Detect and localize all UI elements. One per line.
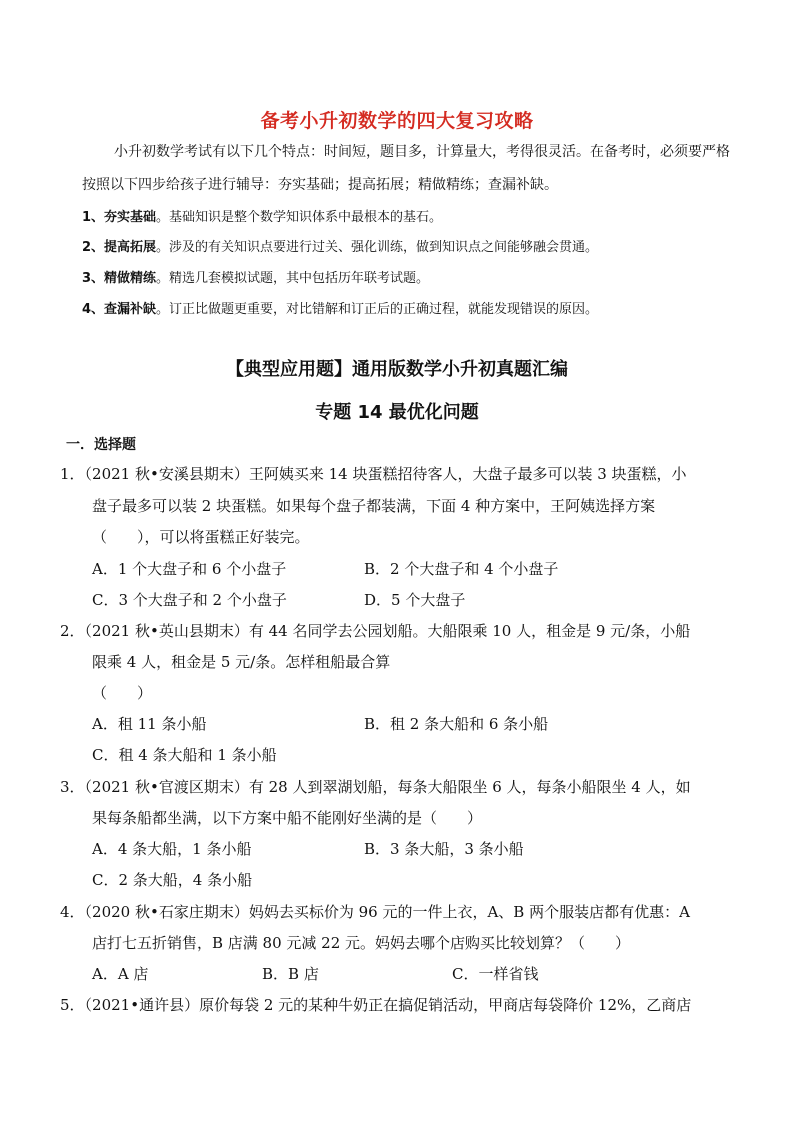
tip-label: 2、提高拓展	[82, 240, 157, 255]
question-line: （ ）	[92, 684, 153, 702]
tip-text: 。涉及的有关知识点要进行过关、强化训练，做到知识点之间能够融会贯通。	[156, 240, 599, 255]
question-line: 1．（2021 秋•安溪县期末）王阿姨买来 14 块蛋糕招待客人，大盘子最多可以装 3 块蛋糕，小	[60, 465, 687, 483]
section-subtitle: 专题 14 最优化问题	[315, 402, 479, 423]
intro-line-2: 按照以下四步给孩子进行辅导：夯实基础；提高拓展；精做精练；查漏补缺。	[82, 177, 558, 193]
tip-item	[82, 302, 598, 318]
option-c[interactable]: C．3 个大盘子和 2 个小盘子	[92, 591, 287, 609]
option-c[interactable]: C．租 4 条大船和 1 条小船	[92, 746, 277, 764]
question-line: 限乘 4 人，租金是 5 元/条。怎样租船最合算	[92, 653, 391, 671]
tip-text: 。基础知识是整个数学知识体系中最根本的基石。	[156, 210, 443, 225]
option-b[interactable]: B．租 2 条大船和 6 条小船	[364, 715, 549, 733]
option-a[interactable]: A．1 个大盘子和 6 个小盘子	[92, 560, 287, 578]
option-c[interactable]: C．一样省钱	[452, 965, 539, 983]
tip-label: 3、精做精练	[82, 271, 157, 286]
question-line: 店打七五折销售，B 店满 80 元减 22 元。妈妈去哪个店购买比较划算？（ ）	[92, 934, 631, 952]
option-c[interactable]: C．2 条大船，4 条小船	[92, 871, 253, 889]
intro-line-1: 小升初数学考试有以下几个特点：时间短，题目多，计算量大，考得很灵活。在备考时，必须要严格	[114, 144, 730, 160]
tip-label: 1、夯实基础	[82, 210, 157, 225]
option-a[interactable]: A．租 11 条小船	[92, 715, 207, 733]
option-d[interactable]: D．5 个大盘子	[364, 591, 466, 609]
question-line: 4．（2020 秋•石家庄期末）妈妈去买标价为 96 元的一件上衣，A、B 两个服装店都有优惠：A	[60, 903, 690, 921]
tip-text: 。精选几套模拟试题，其中包括历年联考试题。	[156, 271, 430, 286]
option-a[interactable]: A．4 条大船，1 条小船	[92, 840, 252, 858]
question-line: 5．（2021•通许县）原价每袋 2 元的某种牛奶正在搞促销活动，甲商店每袋降价 12%，乙商店	[60, 996, 692, 1014]
tip-item	[82, 210, 442, 226]
option-b[interactable]: B．B 店	[262, 965, 319, 983]
question-line: 2．（2021 秋•英山县期末）有 44 名同学去公园划船。大船限乘 10 人，租金是 9 元/条，小船	[60, 622, 691, 640]
tip-label: 4、查漏补缺	[82, 302, 157, 317]
option-a[interactable]: A．A 店	[92, 965, 149, 983]
tip-text: 。订正比做题更重要，对比错解和订正后的正确过程，就能发现错误的原因。	[156, 302, 599, 317]
tip-item	[82, 271, 429, 287]
question-line: 3．（2021 秋•官渡区期末）有 28 人到翠湖划船，每条大船限坐 6 人，每条小船限坐 4 人，如	[60, 778, 691, 796]
section-title: 【典型应用题】通用版数学小升初真题汇编	[226, 359, 568, 380]
question-line: （ ），可以将蛋糕正好装完。	[92, 528, 310, 546]
tip-item	[82, 240, 598, 256]
question-line: 盘子最多可以装 2 块蛋糕。如果每个盘子都装满，下面 4 种方案中，王阿姨选择方案	[92, 497, 656, 515]
option-b[interactable]: B．3 条大船，3 条小船	[364, 840, 524, 858]
option-b[interactable]: B．2 个大盘子和 4 个小盘子	[364, 560, 559, 578]
page-title: 备考小升初数学的四大复习攻略	[260, 110, 534, 132]
question-line: 果每条船都坐满，以下方案中船不能刚好坐满的是（ ）	[92, 809, 483, 827]
part-label: 一．选择题	[66, 437, 136, 453]
